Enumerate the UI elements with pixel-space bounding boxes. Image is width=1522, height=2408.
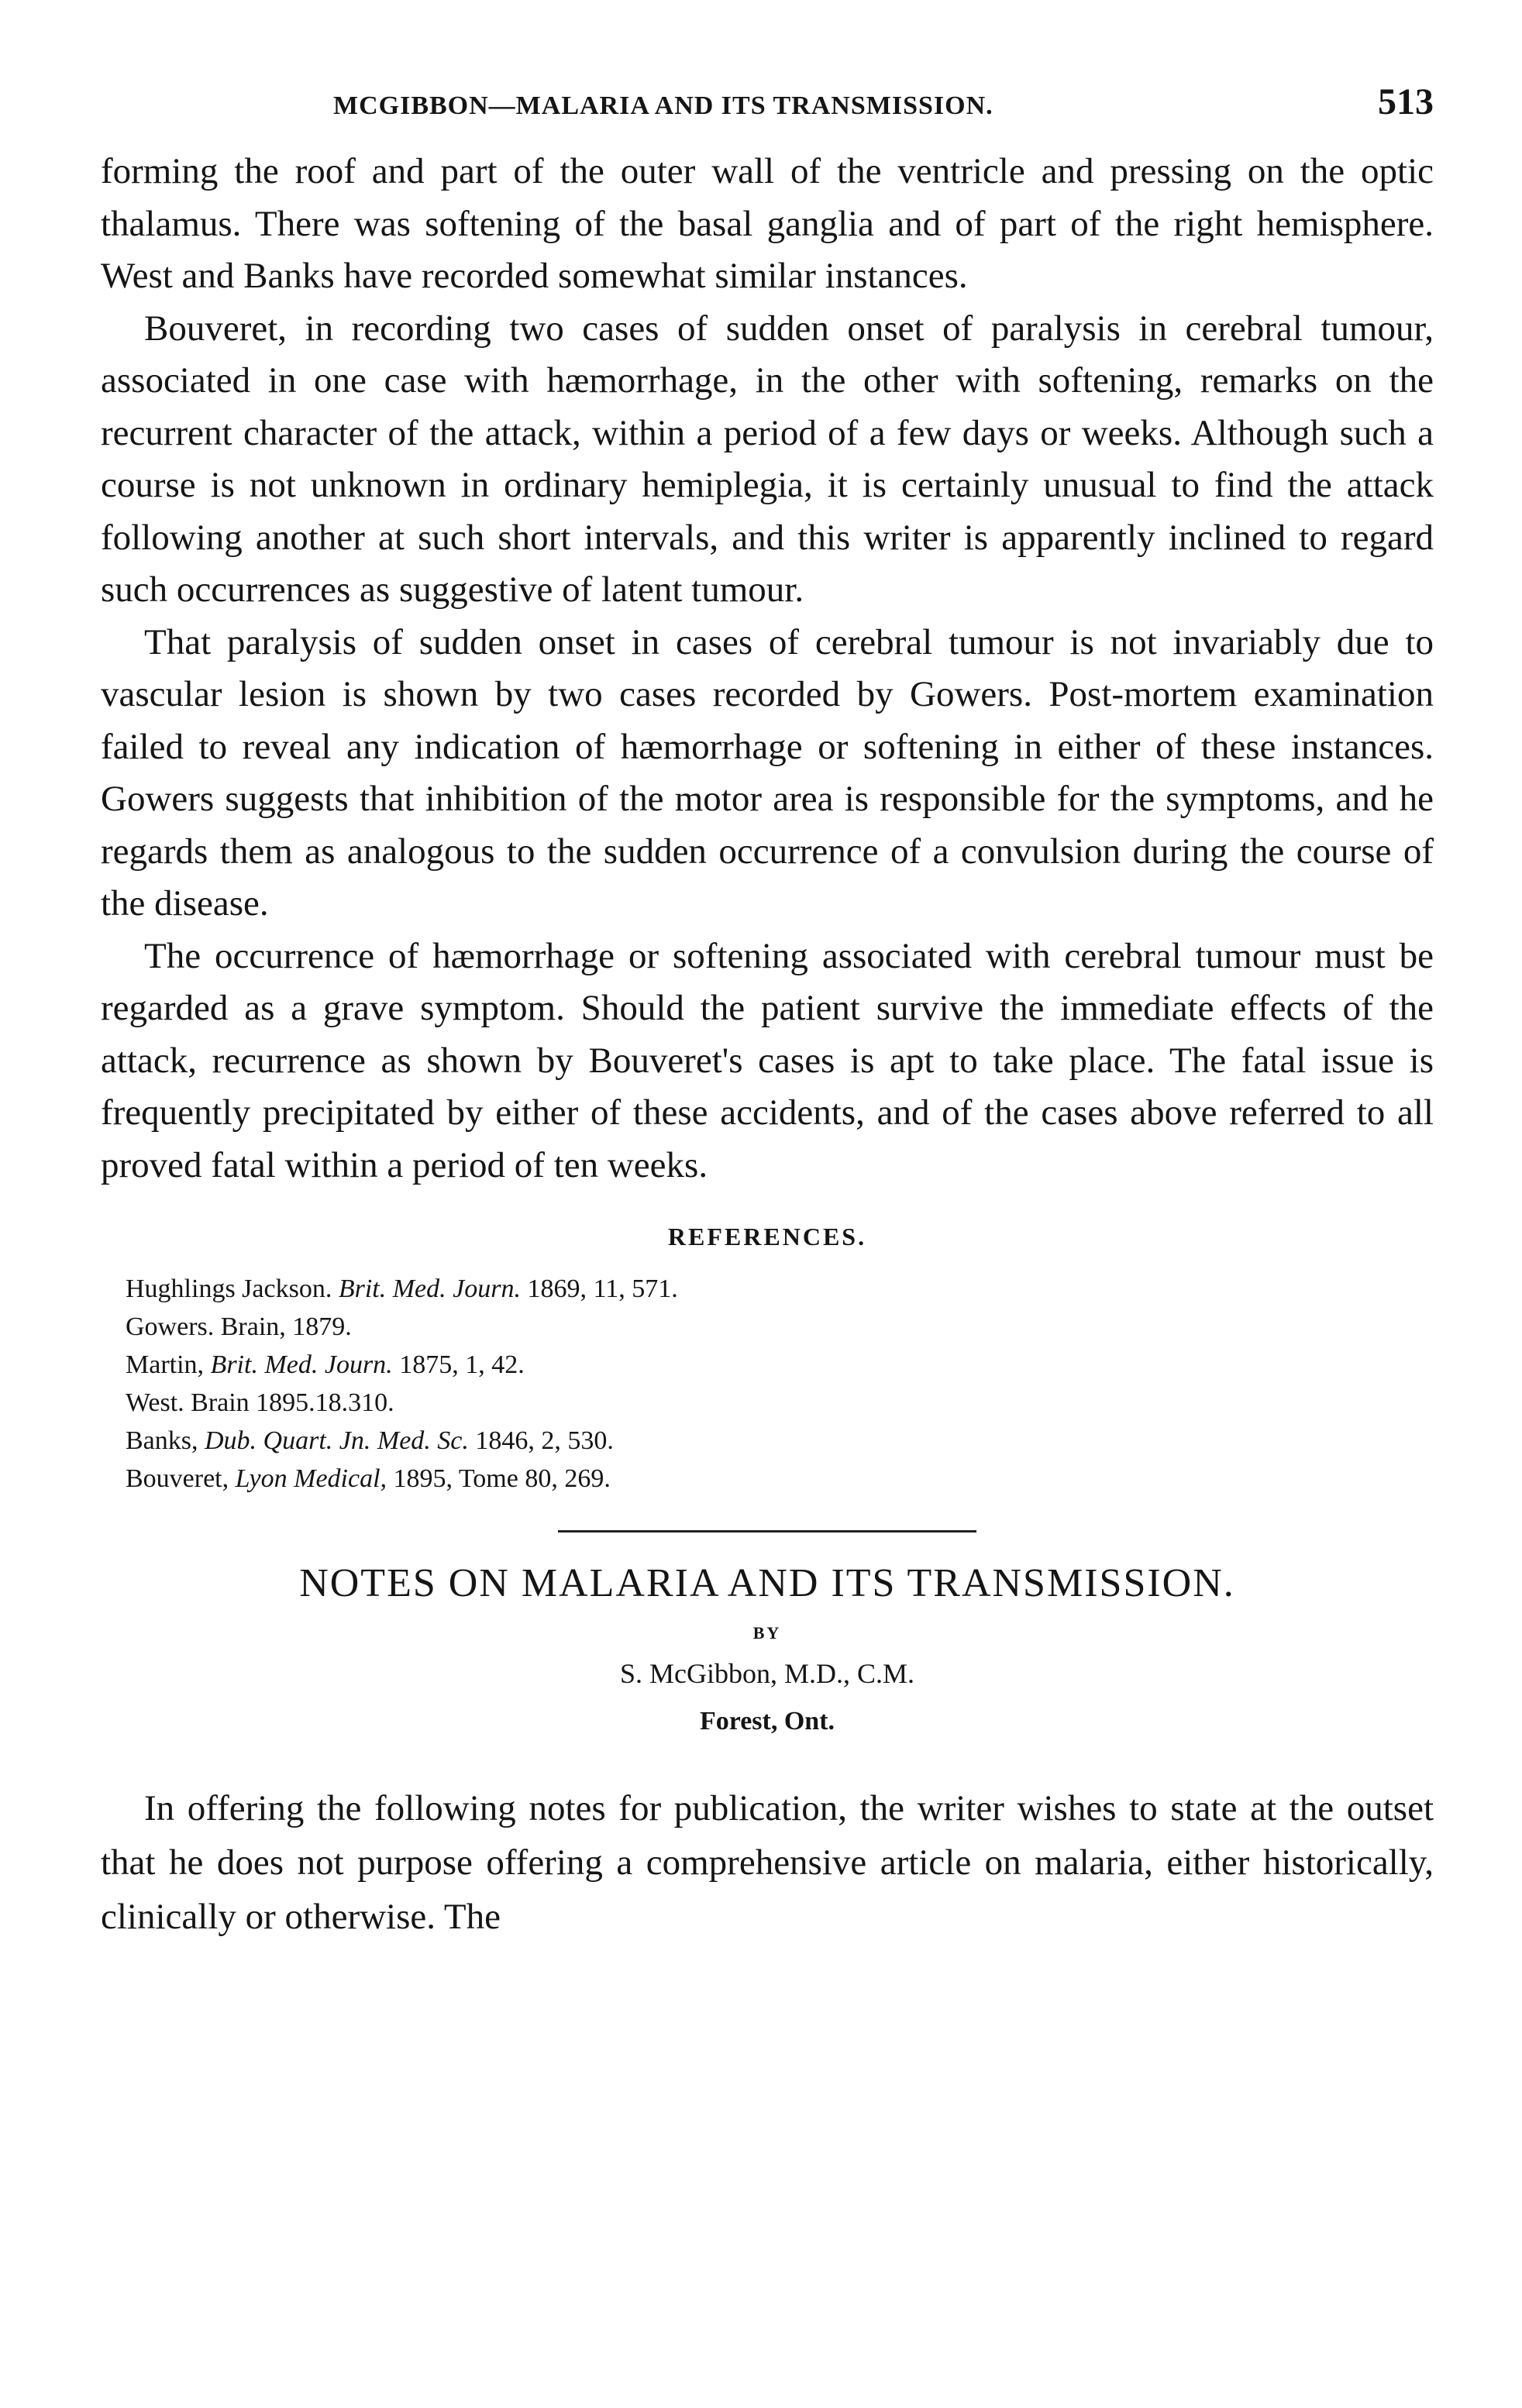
paragraph-sudden-onset: That paralysis of sudden onset in cases of cerebral tumour is not invariably due to vascular lesion is shown by two cases recorded by Gowers. Post-mortem examination failed to reveal any indication of hæmorrhage or softening in either of these instances. Gowers suggests that inhibition of the motor area is responsible for the symptoms, and he regards them as analogous to the sudden occurrence of a convulsion during the course of the disease.	[101, 621, 1434, 924]
reference-detail: 1895, Tome 80, 269.	[393, 1464, 611, 1493]
reference-author: Gowers. Brain, 1879.	[126, 1312, 352, 1341]
paragraph-continued: forming the roof and part of the outer wall of the ventricle and pressing on the optic thalamus. There was softening of the basal ganglia and of part of the right hemisphere. West and Banks have recorded somewhat similar instances.	[101, 151, 1434, 296]
reference-item	[101, 1308, 1434, 1346]
reference-item	[101, 1270, 1434, 1308]
reference-detail: 1869, 11, 571.	[527, 1275, 678, 1303]
reference-journal: Brit. Med. Journ.	[210, 1350, 393, 1379]
page-number: 513	[1378, 81, 1434, 122]
reference-item	[101, 1460, 1434, 1498]
paragraph-grave-symptom: The occurrence of hæmorrhage or softening associated with cerebral tumour must be regarded as a grave symptom. Should the patient survive the immediate effects of the attack, recurrence as shown by Bouveret's cases is apt to take place. The fatal issue is frequently precipitated by either of these accidents, and of the cases above referred to all proved fatal within a period of ten weeks.	[101, 935, 1434, 1185]
section-divider	[558, 1530, 976, 1533]
reference-author: Martin,	[126, 1350, 205, 1379]
running-title: MCGIBBON—MALARIA AND ITS TRANSMISSION.	[333, 91, 993, 120]
reference-journal: Dub. Quart. Jn. Med. Sc.	[205, 1426, 469, 1455]
reference-item	[101, 1346, 1434, 1384]
by-line: BY	[752, 1623, 782, 1643]
reference-list	[101, 1270, 1434, 1498]
reference-item	[101, 1422, 1434, 1460]
reference-journal: Brit. Med. Journ.	[338, 1275, 521, 1303]
reference-author: Hughlings Jackson.	[126, 1275, 332, 1303]
reference-item	[101, 1384, 1434, 1422]
article-opening-paragraph: In offering the following notes for publication, the writer wishes to state at the outset that he does not purpose offering a comprehensive article on malaria, either historically, clinically or otherwise. The	[101, 1788, 1434, 1937]
reference-detail: 1875, 1, 42.	[399, 1350, 525, 1379]
journal-page	[101, 77, 1434, 1944]
article-title: NOTES ON MALARIA AND ITS TRANSMISSION.	[299, 1561, 1235, 1605]
reference-author: Banks,	[126, 1426, 198, 1455]
paragraph-bouveret: Bouveret, in recording two cases of sudden onset of paralysis in cerebral tumour, associated in one case with hæmorrhage, in the other with softening, remarks on the recurrent character of the attack, within a period of a few days or weeks. Although such a course is not unknown in ordinary hemiplegia, it is certainly unusual to find the attack following another at such short intervals, and this writer is apparently inclined to regard such occurrences as suggestive of latent tumour.	[101, 308, 1434, 610]
article-body	[101, 1781, 1434, 1944]
reference-author: Bouveret,	[126, 1464, 229, 1493]
reference-detail: 1846, 2, 530.	[475, 1426, 614, 1455]
author-location: Forest, Ont.	[699, 1707, 835, 1735]
article-author: S. McGibbon, M.D., C.M.	[619, 1658, 915, 1689]
references-heading: REFERENCES.	[667, 1223, 867, 1250]
running-header	[101, 77, 1434, 124]
reference-journal: Lyon Medical,	[235, 1464, 387, 1493]
reference-author: West. Brain 1895.18.310.	[126, 1388, 394, 1417]
